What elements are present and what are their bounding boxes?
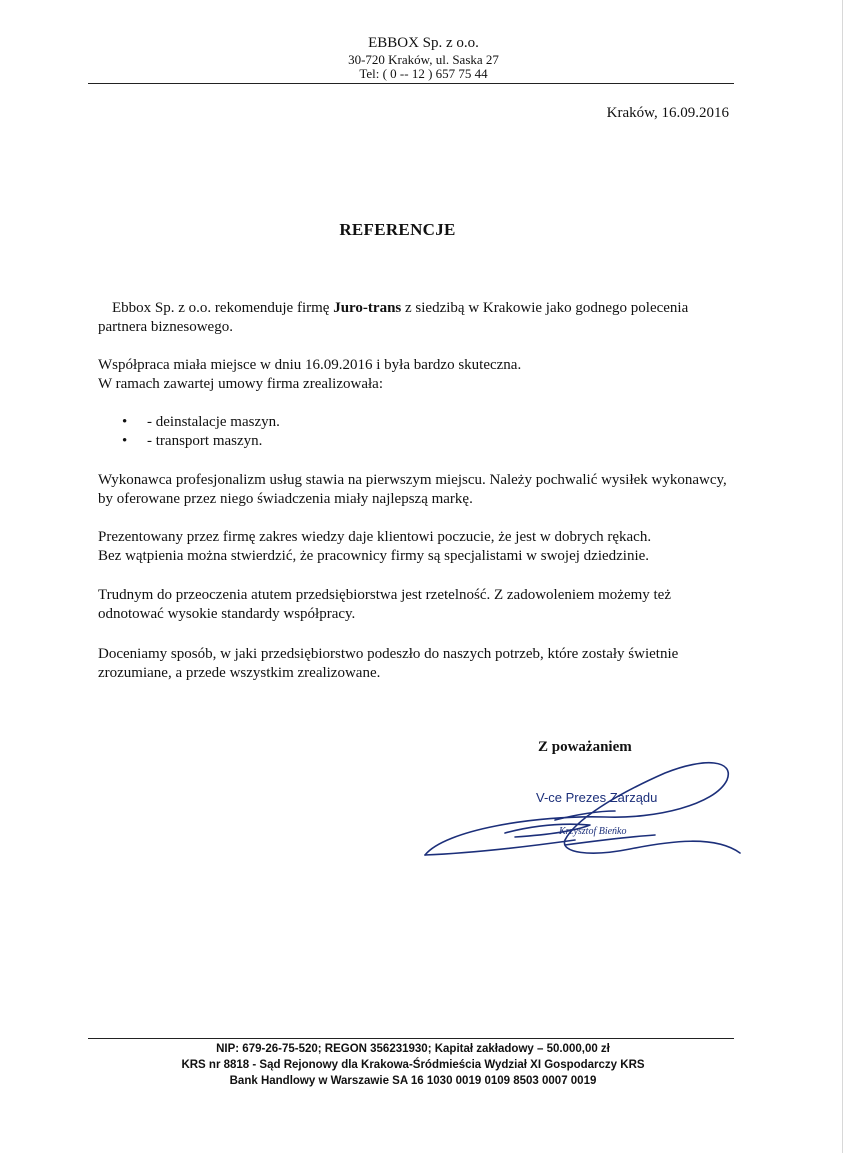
footer xyxy=(0,1041,826,1089)
bullet-glyph: • xyxy=(122,414,128,430)
services-list xyxy=(98,413,598,451)
cooperation-paragraph xyxy=(98,356,738,394)
intro-text-after: z siedzibą w Krakowie jako godnego polecenia partnera biznesowego. xyxy=(98,300,689,335)
footer-bank: Bank Handlowy w Warszawie SA 16 1030 0019 0109 8503 0007 0019 xyxy=(229,1075,597,1087)
bullet-glyph: • xyxy=(122,433,128,449)
document-title: REFERENCJE xyxy=(339,220,456,239)
service-text: - transport maszyn. xyxy=(147,433,263,449)
knowledge-line-2: Bez wątpienia można stwierdzić, że pracownicy firmy są specjalistami w swojej dziedzinie. xyxy=(98,548,650,564)
cooperation-line-1: Współpraca miała miejsce w dniu 16.09.2016 i była bardzo skuteczna. xyxy=(98,357,522,373)
place-date: Kraków, 16.09.2016 xyxy=(606,105,729,121)
signatory-name-stamp: Krzysztof Bieńko xyxy=(559,826,627,837)
letterhead xyxy=(0,36,847,81)
list-item xyxy=(98,432,598,451)
header-divider xyxy=(88,83,734,84)
recommended-company: Juro-trans xyxy=(333,300,402,316)
reliability-paragraph: Trudnym do przeoczenia atutem przedsiębiorstwa jest rzetelność. Z zadowoleniem możemy też odnotować wysokie standardy współpracy. xyxy=(98,587,671,622)
professionalism-paragraph: Wykonawca profesjonalizm usług stawia na pierwszym miejscu. Należy pochwalić wysiłek wykonawcy, by oferowane przez niego świadczenia miały najlepszą markę. xyxy=(98,472,727,507)
footer-divider xyxy=(88,1038,734,1039)
letterhead-phone: Tel: ( 0 -- 12 ) 657 75 44 xyxy=(359,66,488,81)
scan-edge xyxy=(842,0,843,1153)
closing-salutation: Z poważaniem xyxy=(538,739,632,755)
letterhead-company: EBBOX Sp. z o.o. xyxy=(368,35,479,51)
handwritten-signature xyxy=(415,745,745,870)
signatory-role-stamp: V-ce Prezes Zarządu xyxy=(536,790,658,805)
intro-paragraph xyxy=(98,299,738,337)
knowledge-line-1: Prezentowany przez firmę zakres wiedzy daje klientowi poczucie, że jest w dobrych rękach. xyxy=(98,529,652,545)
intro-text-before: Ebbox Sp. z o.o. rekomenduje firmę xyxy=(112,300,334,316)
letterhead-address: 30-720 Kraków, ul. Saska 27 xyxy=(348,52,499,67)
service-text: - deinstalacje maszyn. xyxy=(147,414,280,430)
list-item xyxy=(98,413,598,432)
cooperation-line-2: W ramach zawartej umowy firma zrealizowała: xyxy=(98,376,383,392)
footer-registration: NIP: 679-26-75-520; REGON 356231930; Kapitał zakładowy – 50.000,00 zł xyxy=(216,1043,610,1055)
knowledge-paragraph xyxy=(98,528,738,566)
footer-court: KRS nr 8818 - Sąd Rejonowy dla Krakowa-Śródmieścia Wydział XI Gospodarczy KRS xyxy=(181,1059,645,1071)
appreciation-paragraph: Doceniamy sposób, w jaki przedsiębiorstwo podeszło do naszych potrzeb, które zostały świetnie zrozumiane, a przede wszystkim zrealizowane. xyxy=(98,646,679,681)
